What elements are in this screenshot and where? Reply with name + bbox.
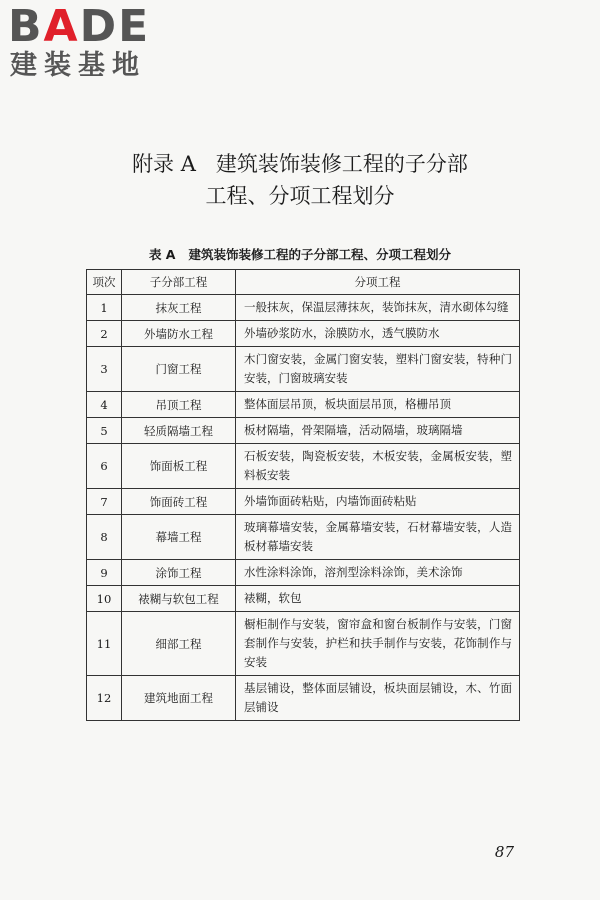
row-number: 7 — [87, 489, 122, 515]
page-number: 87 — [494, 843, 514, 861]
title-line-1: 附录 A 建筑装饰装修工程的子分部 — [132, 152, 468, 176]
table-header-row — [87, 270, 520, 295]
row-number: 12 — [87, 676, 122, 721]
table-row — [87, 295, 520, 321]
table-row — [87, 418, 520, 444]
bade-logo — [8, 1, 178, 82]
row-subdivision: 轻质隔墙工程 — [122, 418, 236, 444]
row-number: 5 — [87, 418, 122, 444]
row-items: 裱糊，软包 — [236, 586, 520, 612]
column-header-items: 分项工程 — [236, 270, 520, 295]
logo-letter-b: B — [8, 1, 44, 52]
row-items: 玻璃幕墙安装，金属幕墙安装，石材幕墙安装，人造板材幕墙安装 — [236, 515, 520, 560]
logo-letters-de: DE — [79, 1, 151, 52]
row-number: 1 — [87, 295, 122, 321]
column-header-subdivision: 子分部工程 — [122, 270, 236, 295]
row-subdivision: 裱糊与软包工程 — [122, 586, 236, 612]
row-number: 9 — [87, 560, 122, 586]
table-row — [87, 392, 520, 418]
table-row — [87, 321, 520, 347]
column-header-no: 项次 — [87, 270, 122, 295]
row-items: 外墙饰面砖粘贴，内墙饰面砖粘贴 — [236, 489, 520, 515]
row-items: 石板安装，陶瓷板安装，木板安装，金属板安装，塑料板安装 — [236, 444, 520, 489]
row-number: 4 — [87, 392, 122, 418]
row-number: 11 — [87, 612, 122, 676]
row-subdivision: 细部工程 — [122, 612, 236, 676]
table-row — [87, 560, 520, 586]
row-subdivision: 建筑地面工程 — [122, 676, 236, 721]
row-items: 一般抹灰，保温层薄抹灰，装饰抹灰，清水砌体勾缝 — [236, 295, 520, 321]
row-number: 8 — [87, 515, 122, 560]
title-line-2: 工程、分项工程划分 — [205, 184, 395, 208]
row-subdivision: 吊顶工程 — [122, 392, 236, 418]
row-subdivision: 饰面砖工程 — [122, 489, 236, 515]
row-number: 10 — [87, 586, 122, 612]
row-subdivision: 饰面板工程 — [122, 444, 236, 489]
logo-letter-a: A — [43, 1, 80, 52]
row-number: 6 — [87, 444, 122, 489]
row-subdivision: 门窗工程 — [122, 347, 236, 392]
table-row — [87, 444, 520, 489]
row-items: 木门窗安装，金属门窗安装，塑料门窗安装，特种门安装，门窗玻璃安装 — [236, 347, 520, 392]
row-items: 基层铺设，整体面层铺设，板块面层铺设，木、竹面层铺设 — [236, 676, 520, 721]
table-caption: 表 A 建筑装饰装修工程的子分部工程、分项工程划分 — [148, 247, 452, 262]
division-table — [86, 269, 520, 721]
table-row — [87, 515, 520, 560]
table-row — [87, 347, 520, 392]
appendix-title — [0, 148, 600, 212]
row-items: 橱柜制作与安装，窗帘盒和窗台板制作与安装，门窗套制作与安装，护栏和扶手制作与安装，花饰制作与安装 — [236, 612, 520, 676]
row-items: 水性涂料涂饰，溶剂型涂料涂饰，美术涂饰 — [236, 560, 520, 586]
row-number: 3 — [87, 347, 122, 392]
logo-wordmark — [8, 1, 178, 52]
row-number: 2 — [87, 321, 122, 347]
table-row — [87, 612, 520, 676]
row-subdivision: 涂饰工程 — [122, 560, 236, 586]
row-items: 板材隔墙，骨架隔墙，活动隔墙，玻璃隔墙 — [236, 418, 520, 444]
row-items: 外墙砂浆防水，涂膜防水，透气膜防水 — [236, 321, 520, 347]
table-row — [87, 489, 520, 515]
row-subdivision: 幕墙工程 — [122, 515, 236, 560]
row-items: 整体面层吊顶，板块面层吊顶，格栅吊顶 — [236, 392, 520, 418]
table-row — [87, 676, 520, 721]
table-row — [87, 586, 520, 612]
logo-subtitle: 建装基地 — [10, 50, 146, 81]
row-subdivision: 抹灰工程 — [122, 295, 236, 321]
row-subdivision: 外墙防水工程 — [122, 321, 236, 347]
